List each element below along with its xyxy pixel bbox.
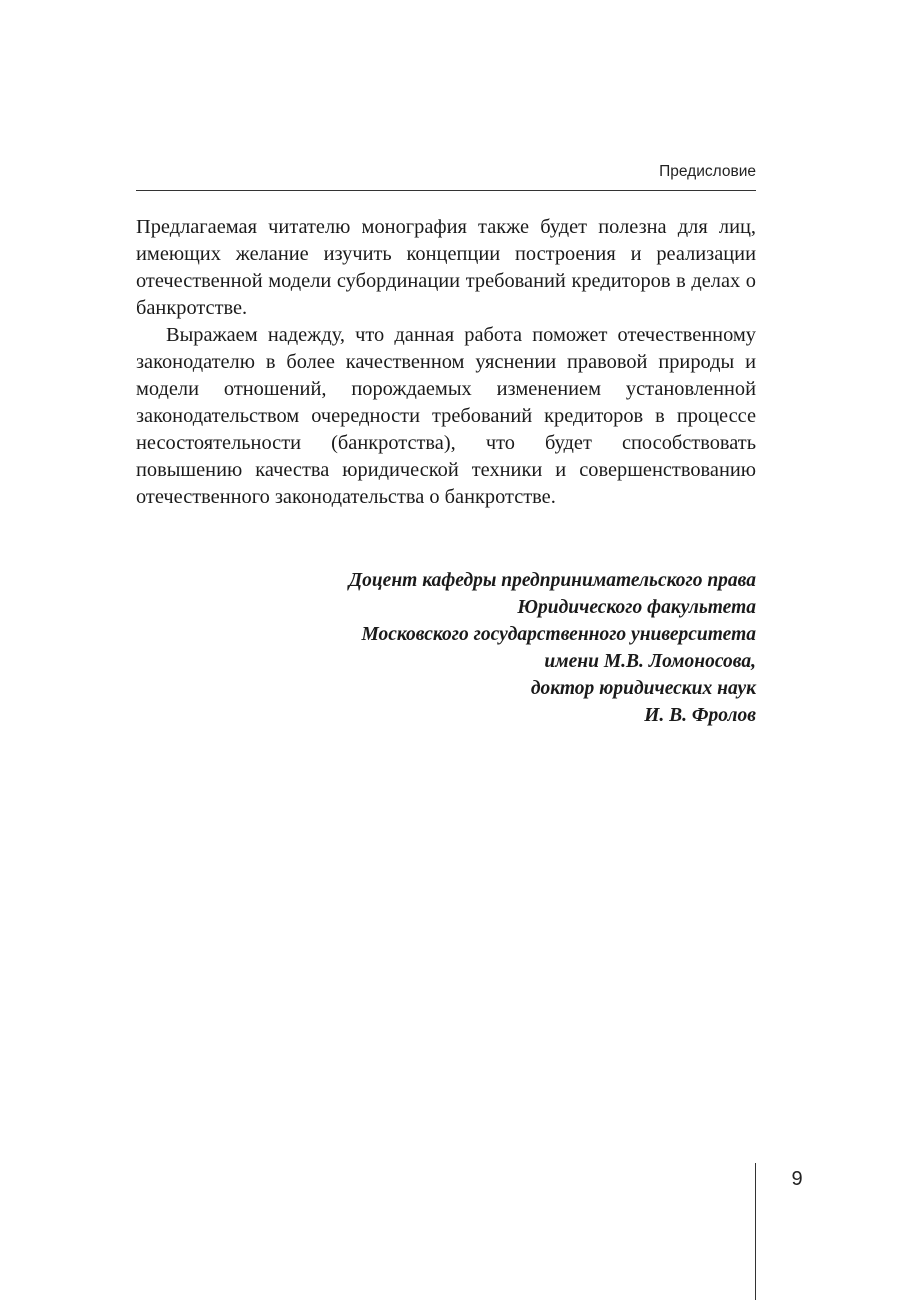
signature-position: Доцент кафедры предпринимательского права bbox=[348, 570, 756, 591]
signature-author-name: И. В. Фролов bbox=[644, 705, 756, 726]
header-divider bbox=[136, 190, 756, 191]
author-signature-block bbox=[136, 567, 756, 729]
signature-university-name: имени М.В. Ломоносова, bbox=[544, 651, 756, 672]
signature-degree: доктор юридических наук bbox=[530, 678, 756, 699]
body-text bbox=[136, 214, 756, 511]
running-head-title: Предисловие bbox=[659, 163, 756, 180]
paragraph-1: Предлагаемая читателю монография также будет полезна для лиц, имеющих желание изучить концепции построения и реализации отечественной модели субординации требований кредиторов в делах о банкротстве. bbox=[136, 216, 756, 319]
page-number: 9 bbox=[791, 1168, 803, 1190]
signature-university: Московского государственного университета bbox=[361, 624, 756, 645]
signature-faculty: Юридического факультета bbox=[517, 597, 756, 618]
paragraph-2: Выражаем надежду, что данная работа поможет отечественному законодателю в более качественном уяснении правовой природы и модели отношений, порождаемых изменением установленной законодательством очередности требований кредиторов в процессе несостоятельности (банкротства), что будет способствовать повышению качества юридической техники и совершенствованию отечественного законодательства о банкротстве. bbox=[136, 324, 756, 508]
page-margin-rule bbox=[755, 1163, 756, 1300]
